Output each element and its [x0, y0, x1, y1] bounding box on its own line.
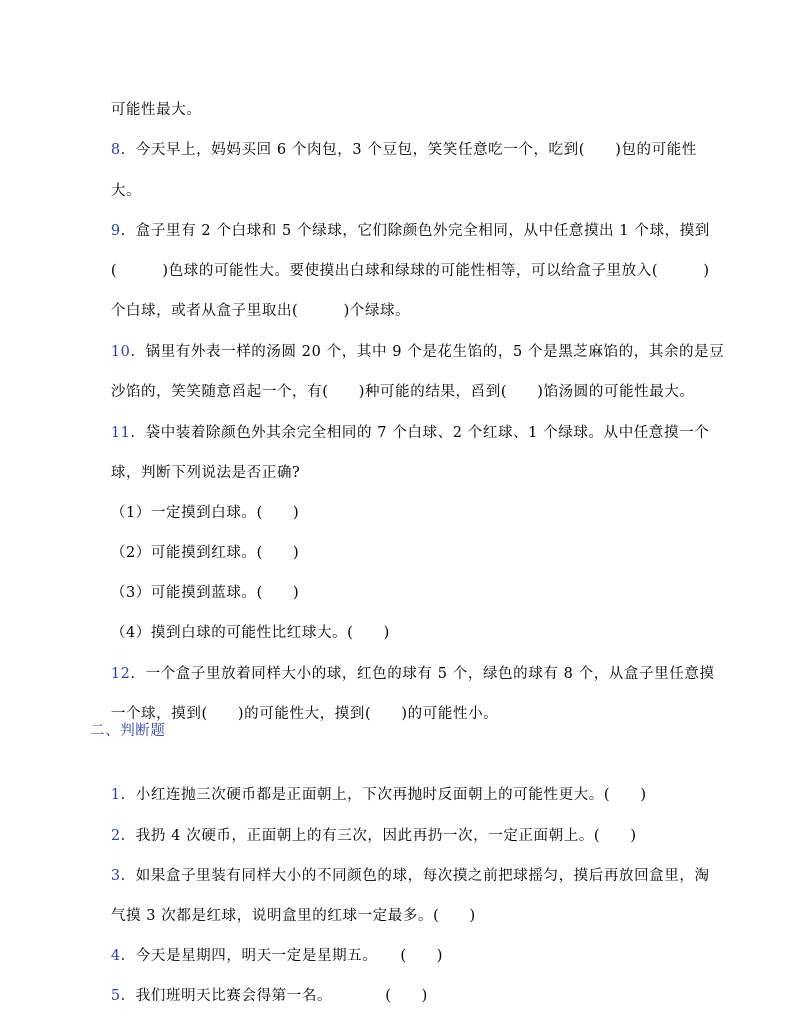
judge-question-2: [90, 800, 716, 844]
question-number: 3: [110, 868, 121, 884]
judge-question-4: [90, 920, 716, 964]
question-9-line-3: [90, 275, 716, 319]
line-text: ．盒子里有 2 个白球和 5 个绿球，它们除颜色外完全相同，从中任意摸出 1 个球，摸到: [120, 223, 710, 239]
question-number: 11: [110, 425, 131, 441]
line-text: ．袋中装着除颜色外其余完全相同的 7 个白球、2 个红球、1 个绿球。从中任意摸一个: [130, 425, 710, 441]
line-text: 大。: [110, 183, 142, 199]
question-number: 10: [110, 344, 131, 360]
line-text: （3）可能摸到蓝球。( ): [110, 585, 300, 601]
line-text: （1）一定摸到白球。( ): [110, 505, 300, 521]
question-8: [90, 114, 716, 158]
line-text: ．小红连抛三次硬币都是正面朝上，下次再抛时反面朝上的可能性更大。( ): [120, 787, 647, 803]
question-12: [90, 638, 716, 682]
question-number: 4: [110, 948, 121, 964]
line-text: 沙馅的，笑笑随意舀起一个，有( )种可能的结果，舀到( )馅汤圆的可能性最大。: [110, 384, 695, 400]
line-text: ．今天早上，妈妈买回 6 个肉包，3 个豆包，笑笑任意吃一个，吃到( )包的可能性: [120, 142, 697, 158]
question-11-item-3: [90, 557, 716, 601]
question-number: 12: [110, 666, 131, 682]
line-text: 气摸 3 次都是红球，说明盒里的红球一定最多。( ): [110, 908, 476, 924]
line-text: ．我们班明天比赛会得第一名。 ( ): [120, 988, 428, 1004]
question-11-continuation: [90, 437, 716, 481]
line-text: ．我扔 4 次硬币，正面朝上的有三次，因此再扔一次，一定正面朝上。( ): [120, 828, 637, 844]
judge-question-5: [90, 960, 716, 1004]
judge-question-3: [90, 840, 716, 884]
line-text: 个白球，或者从盒子里取出( )个绿球。: [110, 303, 411, 319]
line-text: 球，判断下列说法是否正确?: [110, 465, 301, 481]
line-text: ．一个盒子里放着同样大小的球，红色的球有 5 个，绿色的球有 8 个，从盒子里任意摸: [130, 666, 715, 682]
question-9-line-2: [90, 235, 716, 279]
line-text: （2）可能摸到红球。( ): [110, 545, 300, 561]
question-11-item-4: [90, 597, 716, 641]
question-number: 2: [110, 828, 121, 844]
judge-question-3-continuation: [90, 880, 716, 924]
question-7-continuation: [90, 74, 716, 118]
judge-question-1: [90, 759, 716, 803]
question-10-continuation: [90, 356, 716, 400]
question-8-continuation: [90, 155, 716, 199]
line-text: ．今天是星期四，明天一定是星期五。 ( ): [120, 948, 444, 964]
line-text: 可能性最大。: [110, 102, 202, 118]
question-number: 1: [110, 787, 121, 803]
line-text: ．如果盒子里装有同样大小的不同颜色的球，每次摸之前把球摇匀，摸后再放回盒里，淘: [120, 868, 710, 884]
line-text: （4）摸到白球的可能性比红球大。( ): [110, 625, 390, 641]
question-number: 9: [110, 223, 121, 239]
line-text: ．锅里有外表一样的汤圆 20 个，其中 9 个是花生馅的，5 个是黑芝麻馅的，其余的是豆: [130, 344, 725, 360]
question-11-item-1: [90, 477, 716, 521]
question-10: [90, 316, 725, 360]
line-text: ( )色球的可能性大。要使摸出白球和绿球的可能性相等，可以给盒子里放入( ): [110, 263, 710, 279]
question-number: 5: [110, 988, 121, 1004]
question-11: [90, 397, 716, 441]
question-11-item-2: [90, 517, 716, 561]
question-12-continuation: [90, 678, 716, 722]
line-text: 一个球，摸到( )的可能性大，摸到( )的可能性小。: [110, 706, 499, 722]
question-number: 8: [110, 142, 121, 158]
question-9: [90, 195, 716, 239]
section-title: 二、判断题: [90, 723, 166, 739]
